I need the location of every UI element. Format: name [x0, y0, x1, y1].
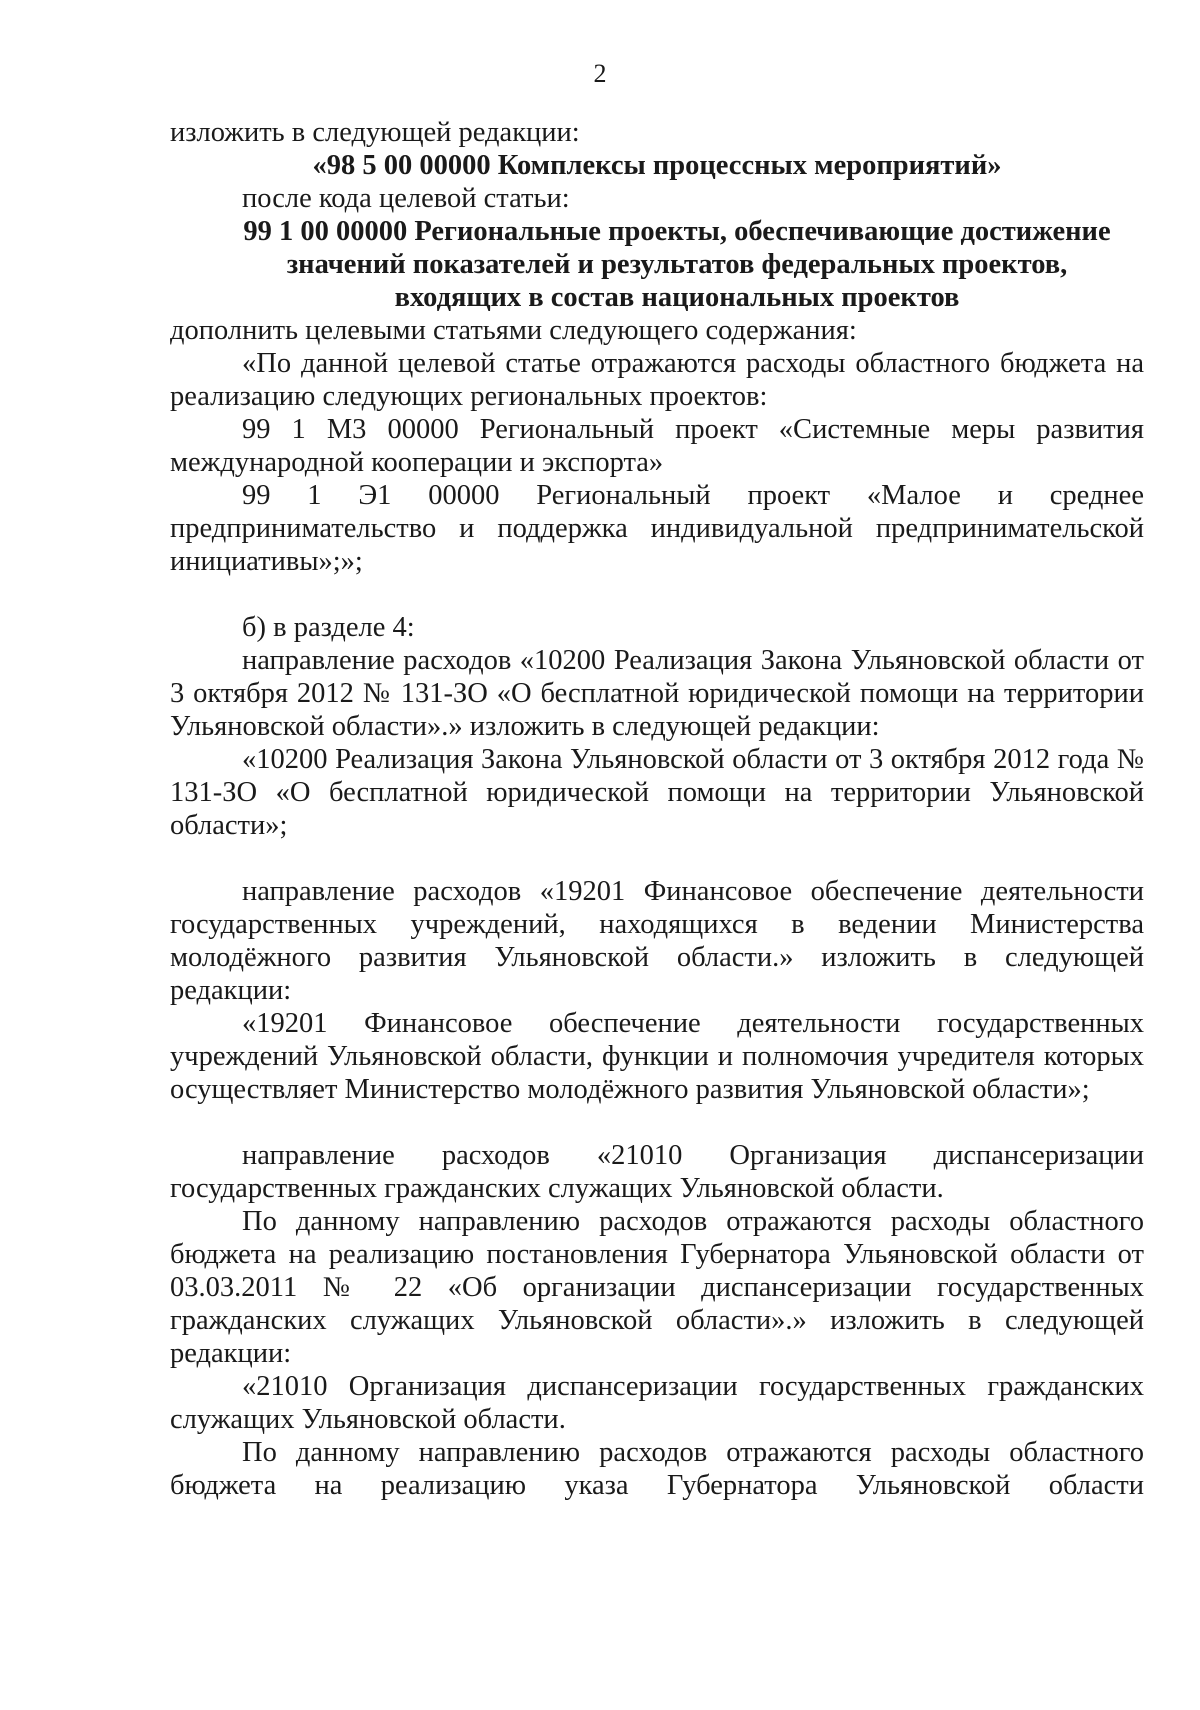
spacer: [170, 578, 1144, 611]
spacer: [170, 842, 1144, 875]
page-number: 2: [593, 59, 607, 88]
paragraph-project-m3: 99 1 М3 00000 Региональный проект «Системные меры развития международной кооперации и экспорта»: [170, 414, 1144, 478]
paragraph-new-21010-description: По данному направлению расходов отражаются расходы областного бюджета на реализацию указа Губернатора Ульяновской области: [170, 1437, 1144, 1501]
paragraph-new-21010: «21010 Организация диспансеризации государственных гражданских служащих Ульяновской области.: [170, 1371, 1144, 1435]
target-code-heading-98: «98 5 00 00000 Комплексы процессных мероприятий»: [312, 150, 1002, 181]
paragraph-direction-21010: направление расходов «21010 Организация диспансеризации государственных гражданских служащих Ульяновской области.: [170, 1140, 1144, 1204]
paragraph-project-e1: 99 1 Э1 00000 Региональный проект «Малое и среднее предпринимательство и поддержка индивидуальной предпринимательской инициативы»;»;: [170, 480, 1144, 577]
target-code-heading-99: 99 1 00 00000 Региональные проекты, обеспечивающие достижение значений показателей и результатов федеральных проектов, входящих в состав национальных проектов: [243, 216, 1111, 313]
paragraph-target-article: «По данной целевой статье отражаются расходы областного бюджета на реализацию следующих региональных проектов:: [170, 348, 1144, 412]
paragraph-after-code: после кода целевой статьи:: [242, 183, 570, 214]
paragraph-supplement: дополнить целевыми статьями следующего содержания:: [170, 315, 857, 346]
spacer: [170, 1106, 1144, 1139]
paragraph-direction-10200: направление расходов «10200 Реализация Закона Ульяновской области от 3 октября 2012 № 131-ЗО «О бесплатной юридической помощи на территории Ульяновской области».» изложить в следующей редакции:: [170, 645, 1144, 742]
paragraph-new-19201: «19201 Финансовое обеспечение деятельности государственных учреждений Ульяновской области, функции и полномочия учредителя которых осуществляет Министерство молодёжного развития Ульяновской области»;: [170, 1008, 1144, 1105]
paragraph-intro: изложить в следующей редакции:: [170, 117, 580, 148]
paragraph-direction-19201: направление расходов «19201 Финансовое обеспечение деятельности государственных учреждений, находящихся в ведении Министерства молодёжного развития Ульяновской области.» изложить в следующей редакции:: [170, 876, 1144, 1006]
paragraph-new-10200: «10200 Реализация Закона Ульяновской области от 3 октября 2012 года № 131-ЗО «О бесплатной юридической помощи на территории Ульяновской области»;: [170, 744, 1144, 841]
paragraph-21010-description: По данному направлению расходов отражаются расходы областного бюджета на реализацию постановления Губернатора Ульяновской области от 03.03.2011 № 22 «Об организации диспансеризации государственных гражданских служащих Ульяновской области».» изложить в следующей редакции:: [170, 1206, 1144, 1369]
document-body: [170, 116, 1144, 1502]
paragraph-section-4: б) в разделе 4:: [242, 612, 415, 643]
